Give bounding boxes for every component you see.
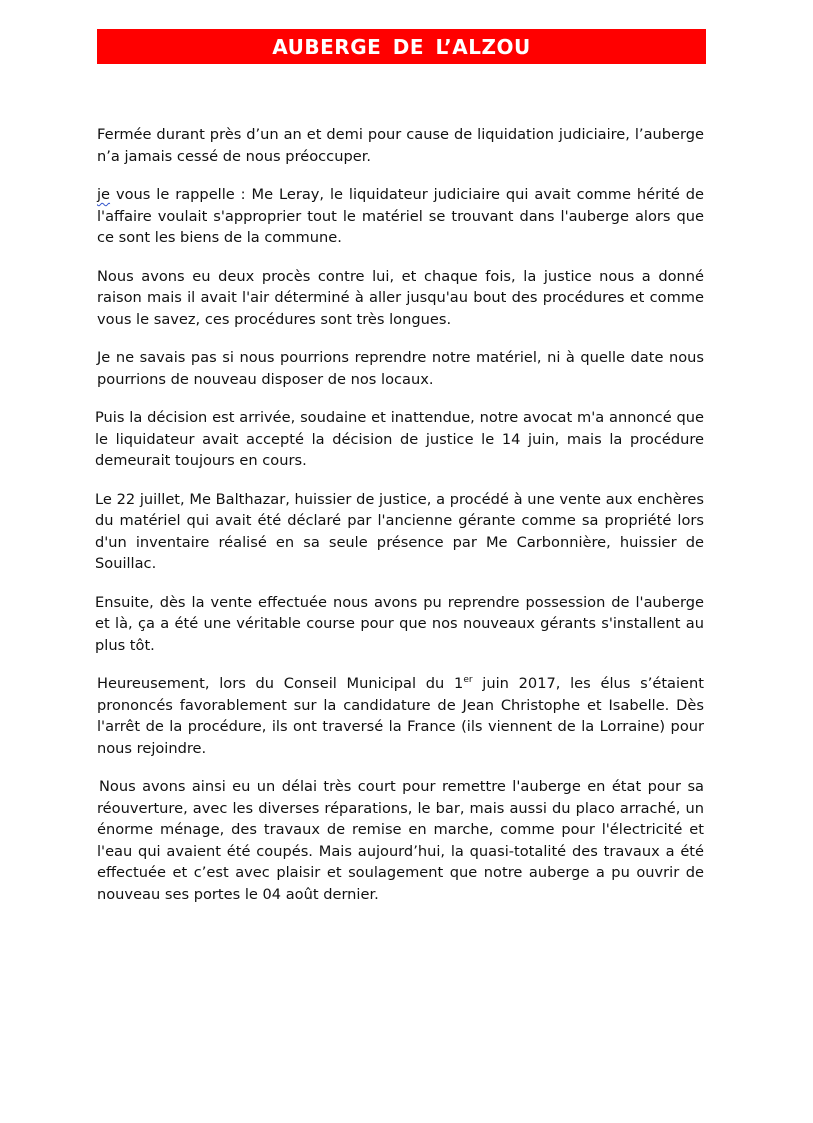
paragraph-text: Heureusement, lors du Conseil Municipal du 1 — [97, 675, 464, 692]
paragraph-text: juin 2017, les élus s’étaient prononcés favorablement sur la candidature de Jean Christophe et Isabelle. Dès l'arrêt de la procédure, ils ont traversé la France (ils viennent de la Lorraine) pour nous rejoindre. — [97, 675, 704, 757]
paragraph-auction: Le 22 juillet, Me Balthazar, huissier de justice, a procédé à une vente aux enchères du matériel qui avait été déclaré par l'ancienne gérante comme sa propriété lors d'un inventaire réalisé en sa seule présence par Me Carbonnière, huissier de Souillac. — [95, 490, 704, 572]
article-body — [97, 124, 704, 922]
paragraph-text: vous le rappelle : Me Leray, le liquidateur judiciaire qui avait comme hérité de l'affaire voulait s'approprier tout le matériel se trouvant dans l'auberge alors que ce sont les biens de la commune. — [97, 186, 704, 246]
paragraph-liquidator — [97, 184, 704, 249]
paragraph-decision: Puis la décision est arrivée, soudaine et inattendue, notre avocat m'a annoncé que le liquidateur avait accepté la décision de justice le 14 juin, mais la procédure demeurait toujours en cours. — [95, 409, 704, 469]
page-title: AUBERGE DE L’ALZOU — [97, 29, 706, 64]
paragraph-closure: Fermée durant près d’un an et demi pour cause de liquidation judiciaire, l’auberge n’a jamais cessé de nous préoccuper. — [97, 126, 704, 165]
paragraph-repossession: Ensuite, dès la vente effectuée nous avons pu reprendre possession de l'auberge et là, ça a été une véritable course pour que nos nouveaux gérants s'installent au plus tôt. — [95, 593, 704, 654]
ordinal-superscript: er — [463, 675, 473, 685]
paragraph-council — [97, 673, 704, 759]
paragraph-trials: Nous avons eu deux procès contre lui, et chaque fois, la justice nous a donné raison mais il avait l'air déterminé à aller jusqu'au bout des procédures et comme vous le savez, ces procédures sont très longues. — [97, 267, 704, 328]
paragraph-reopening: Nous avons ainsi eu un délai très court pour remettre l'auberge en état pour sa réouverture, avec les diverses réparations, le bar, mais aussi du placo arraché, un énorme ménage, des travaux de remise en marche, comme pour l'électricité et l'eau qui avaient été coupés. Mais aujourd’hui, la quasi-totalité des travaux a été effectuée et c’est avec plaisir et soulagement que notre auberge a pu ouvrir de nouveau ses portes le 04 août dernier. — [97, 778, 704, 903]
spellcheck-underlined-word: je — [97, 186, 111, 203]
paragraph-uncertainty: Je ne savais pas si nous pourrions reprendre notre matériel, ni à quelle date nous pourrions de nouveau disposer de nos locaux. — [97, 349, 704, 388]
